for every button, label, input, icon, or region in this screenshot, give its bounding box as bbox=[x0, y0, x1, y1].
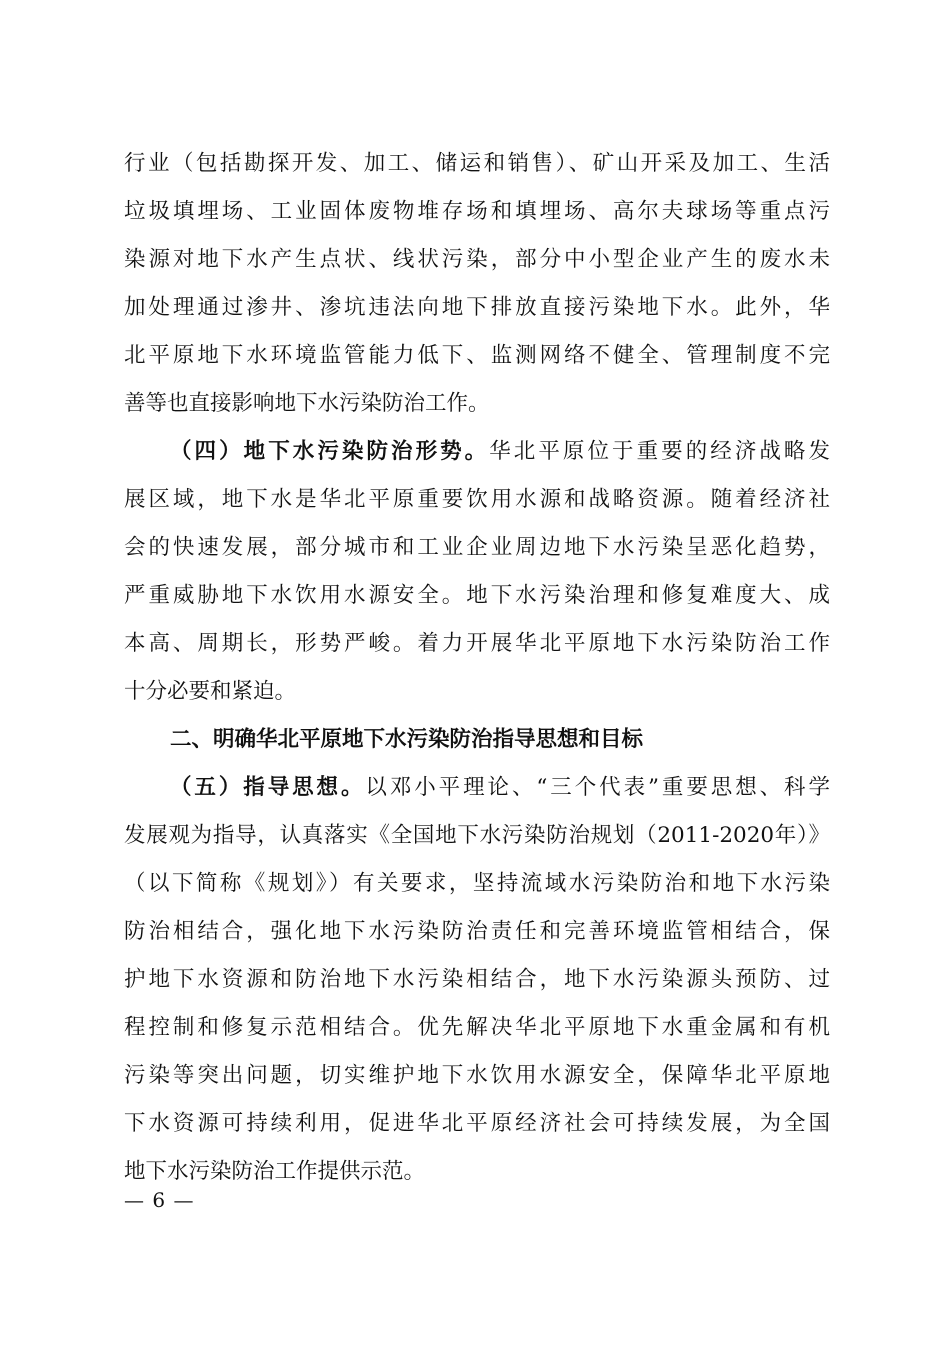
text-line: 地下水污染防治工作提供示范。 bbox=[124, 1159, 426, 1184]
text-line: 染源对地下水产生点状、线状污染，部分中小型企业产生的废水未 bbox=[124, 247, 830, 272]
text-line bbox=[124, 764, 830, 812]
text-span: 华北平原位于重要的经济战略发 bbox=[489, 439, 830, 464]
text-line: 发展观为指导，认真落实《全国地下水污染防治规划（2011-2020年）》 bbox=[124, 823, 830, 848]
paragraph-situation bbox=[124, 428, 830, 716]
text-line: 善等也直接影响地下水污染防治工作。 bbox=[124, 391, 490, 416]
text-line: 下水资源可持续利用，促进华北平原经济社会可持续发展，为全国 bbox=[124, 1111, 830, 1136]
subsection-heading: （四）地下水污染防治形势。 bbox=[170, 439, 490, 464]
text-line: 展区域，地下水是华北平原重要饮用水源和战略资源。随着经济社 bbox=[124, 487, 830, 512]
text-line: 会的快速发展，部分城市和工业企业周边地下水污染呈恶化趋势， bbox=[124, 535, 830, 560]
text-line: 十分必要和紧迫。 bbox=[124, 679, 297, 704]
paragraph-guiding-ideology bbox=[124, 764, 830, 1196]
text-line: 严重威胁地下水饮用水源安全。地下水污染治理和修复难度大、成 bbox=[124, 583, 830, 608]
text-line: 本高、周期长，形势严峻。着力开展华北平原地下水污染防治工作 bbox=[124, 631, 830, 656]
text-line: 程控制和修复示范相结合。优先解决华北平原地下水重金属和有机 bbox=[124, 1015, 830, 1040]
paragraph-pollution-sources bbox=[124, 140, 830, 428]
document-body bbox=[124, 140, 830, 1196]
text-line: 垃圾填埋场、工业固体废物堆存场和填埋场、高尔夫球场等重点污 bbox=[124, 199, 830, 224]
text-line: 护地下水资源和防治地下水污染相结合，地下水污染源头预防、过 bbox=[124, 967, 830, 992]
page-number: — 6 — bbox=[124, 1188, 195, 1212]
text-span: 以邓小平理论、“三个代表”重要思想、科学 bbox=[365, 775, 830, 800]
text-line bbox=[124, 428, 830, 476]
text-line: 加处理通过渗井、渗坑违法向地下排放直接污染地下水。此外，华 bbox=[124, 295, 830, 320]
text-line: 北平原地下水环境监管能力低下、监测网络不健全、管理制度不完 bbox=[124, 343, 830, 368]
text-line: 行业（包括勘探开发、加工、储运和销售）、矿山开采及加工、生活 bbox=[124, 151, 830, 176]
subsection-heading: （五）指导思想。 bbox=[170, 775, 366, 800]
text-line: 污染等突出问题，切实维护地下水饮用水源安全，保障华北平原地 bbox=[124, 1063, 830, 1088]
text-line: （以下简称《规划》）有关要求，坚持流域水污染防治和地下水污染 bbox=[124, 871, 830, 896]
section-heading: 二、明确华北平原地下水污染防治指导思想和目标 bbox=[170, 727, 644, 752]
text-line: 防治相结合，强化地下水污染防治责任和完善环境监管相结合，保 bbox=[124, 919, 830, 944]
